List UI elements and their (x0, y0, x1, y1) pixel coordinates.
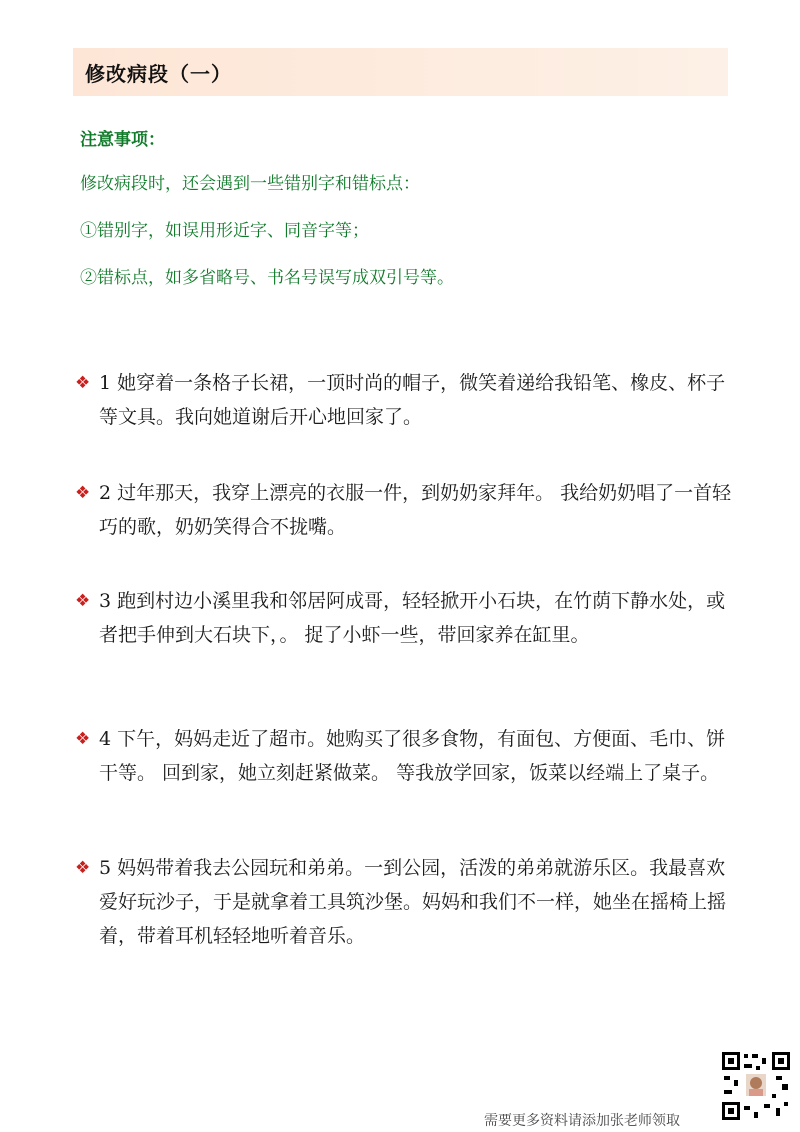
item-number: 5 (99, 857, 112, 879)
item-body: 她穿着一条格子长裙，一顶时尚的帽子，微笑着递给我铅笔、橡皮、杯子等文具。我向她道谢后开心地回家了。 (99, 372, 726, 428)
diamond-bullet-icon: ❖ (75, 483, 91, 503)
item-text (99, 851, 735, 953)
item-text (99, 584, 735, 652)
item-text (99, 366, 735, 434)
title-bar (73, 48, 728, 96)
footer-note: 需要更多资料请添加张老师领取 (484, 1113, 680, 1129)
item-number: 2 (99, 482, 112, 504)
list-item (75, 851, 735, 953)
item-number: 3 (99, 590, 112, 612)
notes-heading: 注意事项： (80, 130, 165, 150)
diamond-bullet-icon: ❖ (75, 373, 91, 393)
diamond-bullet-icon: ❖ (75, 858, 91, 878)
list-item (75, 722, 735, 790)
list-item (75, 476, 735, 544)
notes-line: 修改病段时，还会遇到一些错别字和错标点： (80, 174, 420, 194)
qr-code-icon[interactable] (720, 1050, 792, 1122)
notes-line: ②错标点，如多省略号、书名号误写成双引号等。 (80, 268, 454, 288)
list-item (75, 366, 735, 434)
item-body: 下午，妈妈走近了超市。她购买了很多食物，有面包、方便面、毛巾、饼干等。 回到家，她立刻赶紧做菜。 等我放学回家，饭菜以经端上了桌子。 (99, 728, 726, 784)
page-title: 修改病段（一） (85, 61, 232, 86)
item-text (99, 722, 735, 790)
notes-section (80, 128, 730, 313)
item-text (99, 476, 735, 544)
item-body: 过年那天，我穿上漂亮的衣服一件，到奶奶家拜年。 我给奶奶唱了一首轻巧的歌，奶奶笑得合不拢嘴。 (99, 482, 732, 538)
item-number: 4 (99, 728, 112, 750)
diamond-bullet-icon: ❖ (75, 591, 91, 611)
notes-line: ①错别字，如误用形近字、同音字等； (80, 221, 369, 241)
item-body: 跑到村边小溪里我和邻居阿成哥，轻轻掀开小石块，在竹荫下静水处，或者把手伸到大石块下，。 捉了小虾一些，带回家养在缸里。 (99, 590, 726, 646)
diamond-bullet-icon: ❖ (75, 729, 91, 749)
list-item (75, 584, 735, 652)
item-number: 1 (99, 372, 112, 394)
item-body: 妈妈带着我去公园玩和弟弟。一到公园，活泼的弟弟就游乐区。我最喜欢爱好玩沙子，于是就拿着工具筑沙堡。妈妈和我们不一样，她坐在摇椅上摇着，带着耳机轻轻地听着音乐。 (99, 857, 727, 947)
